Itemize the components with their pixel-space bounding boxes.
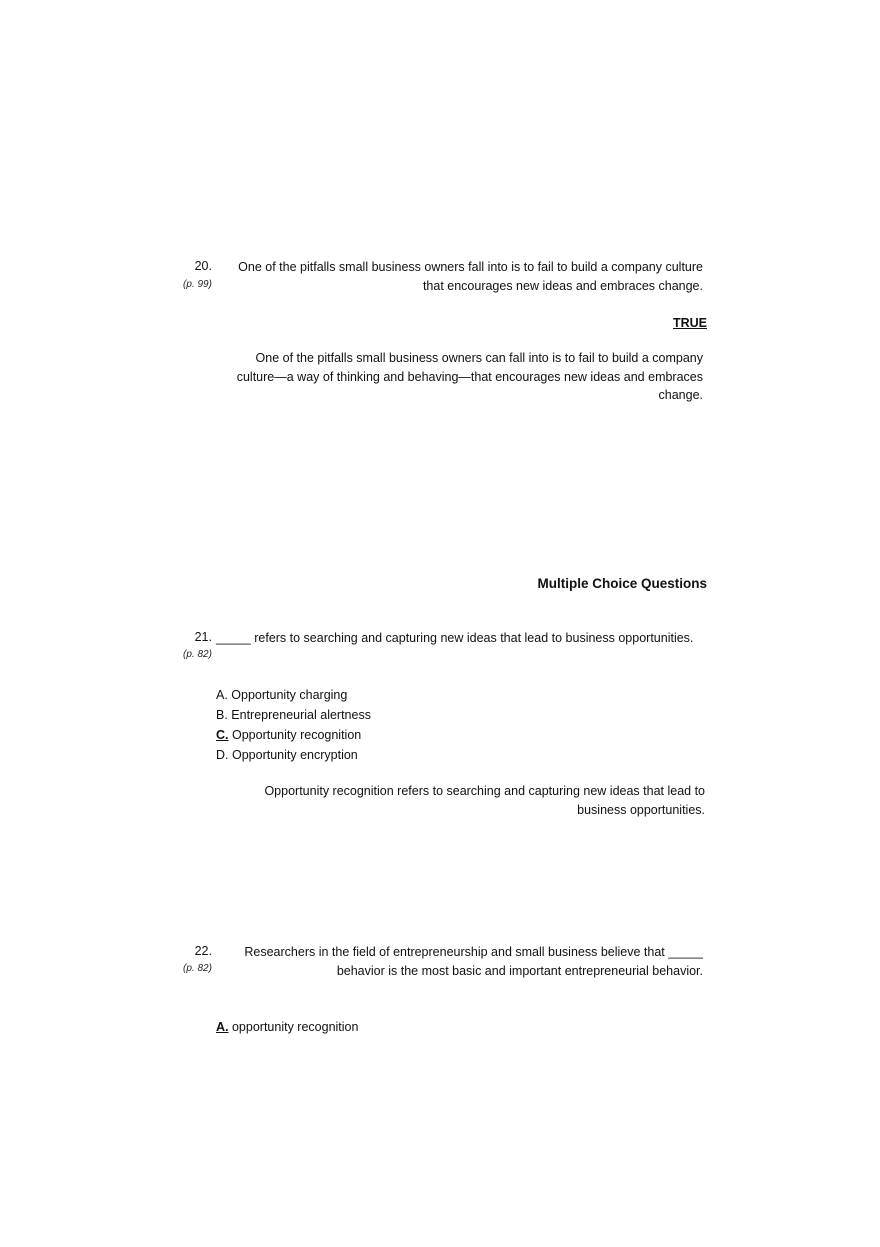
explanation: [220, 782, 705, 819]
page-reference: (p. 82): [183, 963, 212, 974]
option-text: opportunity recognition: [231, 1020, 359, 1034]
question-line: behavior is the most basic and important entrepreneurial behavior.: [336, 964, 703, 978]
option-text: Entrepreneurial alertness: [231, 708, 371, 722]
option-letter-correct: C.: [216, 728, 229, 742]
section-heading: Multiple Choice Questions: [537, 576, 707, 591]
option-b: [216, 705, 371, 725]
explanation-line: business opportunities.: [577, 802, 705, 817]
option-letter: D.: [216, 748, 229, 762]
option-text: Opportunity recognition: [231, 728, 362, 742]
explanation-line: change.: [658, 388, 703, 402]
option-c: [216, 725, 371, 745]
options-list: [216, 685, 371, 765]
option-a: [216, 1017, 358, 1037]
page-reference: (p. 99): [183, 279, 212, 290]
question-number: 20.: [194, 259, 212, 273]
question-number: 22.: [194, 944, 212, 958]
explanation-line: Opportunity recognition refers to searching and capturing new ideas that lead to: [264, 784, 705, 798]
question-text: [220, 258, 703, 296]
question-line: Researchers in the field of entrepreneurship and small business believe that _____: [244, 945, 703, 959]
explanation: [220, 349, 703, 405]
answer-label: TRUE: [672, 316, 707, 330]
question-line: One of the pitfalls small business owners fall into is to fail to build a company culture: [238, 260, 703, 274]
option-letter: B.: [216, 708, 228, 722]
option-text: Opportunity charging: [231, 688, 348, 702]
explanation-line: One of the pitfalls small business owners can fall into is to fail to build a company: [255, 351, 703, 365]
question-text: [220, 943, 703, 981]
option-d: [216, 745, 371, 765]
option-a: [216, 685, 371, 705]
option-letter: A.: [216, 688, 228, 702]
option-text: Opportunity encryption: [231, 748, 358, 762]
question-text: _____ refers to searching and capturing new ideas that lead to business opportunities.: [216, 631, 694, 645]
options-list: [216, 1017, 358, 1037]
question-number: 21.: [194, 630, 212, 644]
explanation-line: culture—a way of thinking and behaving—that encourages new ideas and embraces: [236, 369, 703, 384]
page-reference: (p. 82): [183, 649, 212, 660]
option-letter-correct: A.: [216, 1020, 229, 1034]
question-line: that encourages new ideas and embraces change.: [422, 279, 703, 293]
